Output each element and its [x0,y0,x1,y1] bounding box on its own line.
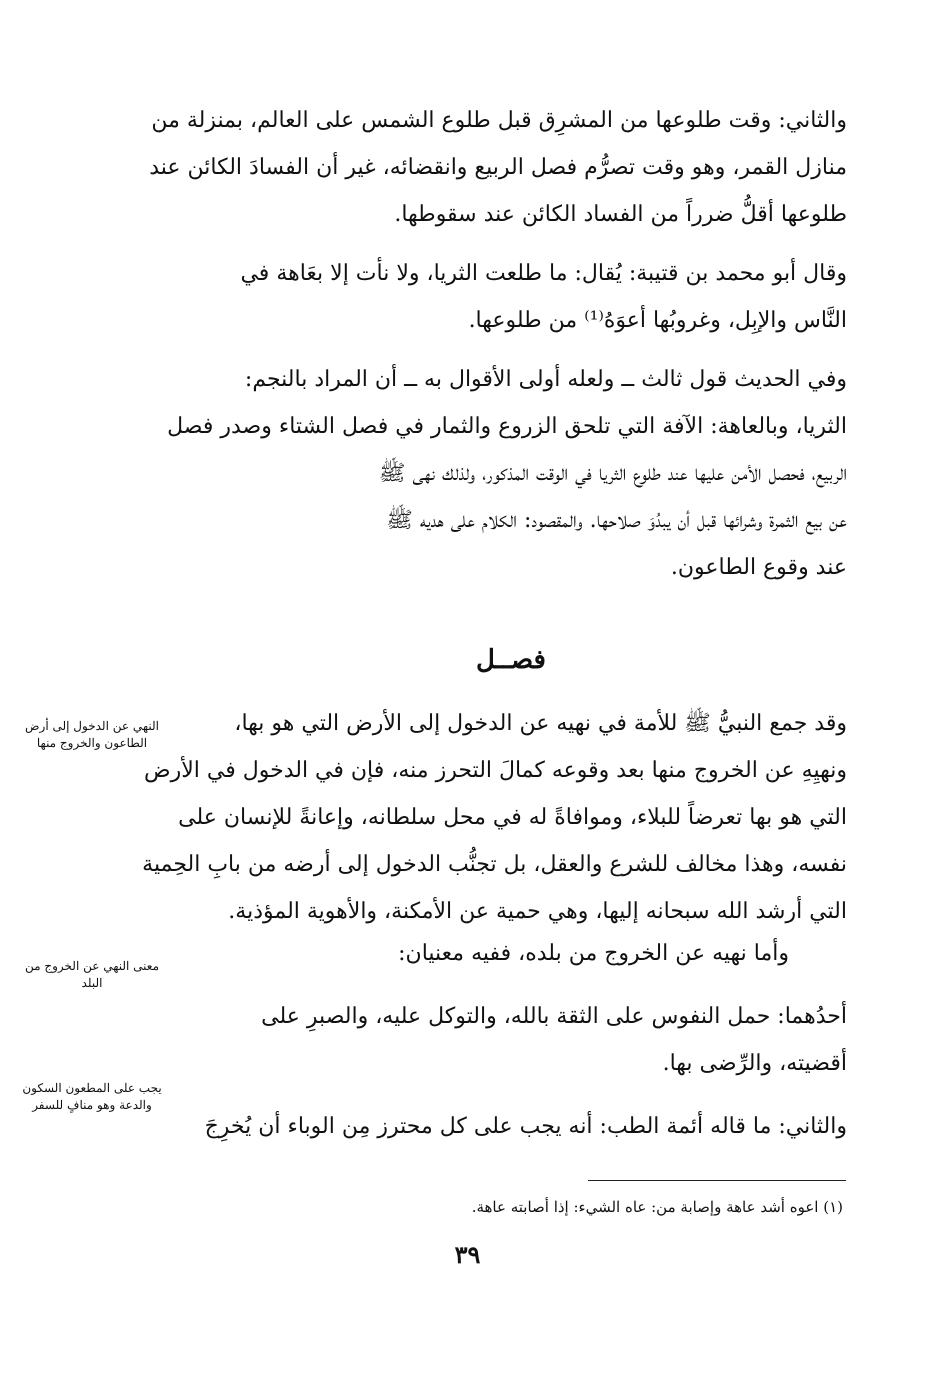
text-line: النَّاس والإبِل، وغروبُها أعوَهُ⁽¹⁾ من طلوعها. [468,308,847,333]
margin-note-stillness: يجب على المطعون السكون والدعة وهو منافٍ للسفر [22,1081,162,1112]
text-line: نفسه، وهذا مخالف للشرع والعقل، بل تجنُّب الدخول إلى أرضه من بابِ الحِمية [142,852,847,877]
text-line: والثاني: ما قاله أئمة الطب: أنه يجب على كل محترز مِن الوباء أن يُخرِجَ [204,1114,847,1139]
paragraph-second-meaning [149,97,847,238]
text-line: أحدُهما: حمل النفوس على الثقة بالله، والتوكل عليه، والصبرِ على [261,1004,847,1029]
margin-note-prohibition: النهي عن الدخول إلى أرض الطاعون والخروج منها [25,719,159,750]
text-line: ونهيِهِ عن الخروج منها بعد وقوعه كمالَ التحرز منه، فإن في الدخول في الأرض [144,758,847,783]
footnote-separator [588,1180,846,1181]
margin-note-meaning: معنى النهي عن الخروج من البلد [25,959,159,990]
paragraph-ibn-qutayba [175,250,847,344]
text-line: عن بيع الثمرة وشرائها قبل أن يبدُوَ صلاحها. والمقصود: الكلام على هديه ﷺ [386,508,847,533]
footnote: (١) اعوه أشد عاهة وإصابة من: عاه الشيء: إذا أصابته عاهة. [471,1198,843,1216]
text-line: عند وقوع الطاعون. [670,555,847,580]
paragraph-two-meanings [175,930,847,977]
text-line: أقضيته، والرِّضى بها. [662,1051,847,1076]
text-line: منازل القمر، وهو وقت تصرُّم فصل الربيع وانقضائه، غير أن الفسادَ الكائن عند [149,155,847,180]
text-line: وقال أبو محمد بن قتيبة: يُقال: ما طلعت الثريا، ولا نأت إلا بعَاهة في [240,261,847,286]
text-line: الثريا، وبالعاهة: الآفة التي تلحق الزروع والثمار في فصل الشتاء وصدر فصل [167,414,847,439]
text-line: وفي الحديث قول ثالث ــ ولعله أولى الأقوال به ــ أن المراد بالنجم: [244,367,847,392]
page-number: ٣٩ [454,1240,481,1269]
text-line: وقد جمع النبيُّ ﷺ للأمة في نهيه عن الدخول إلى الأرض التي هو بها، [234,711,847,736]
text-line: والثاني: وقت طلوعها من المشرِق قبل طلوع الشمس على العالم، بمنزلة من [151,108,847,133]
text-line: الربيع، فحصل الأمن عليها عند طلوع الثريا في الوقت المذكور، ولذلك نهى ﷺ [378,461,847,486]
section-heading: فصــل [476,645,546,675]
text-line: التي هو بها تعرضاً للبلاء، وموافاةً له في محل سلطانه، وإعانةً للإنسان على [178,805,847,830]
paragraph-second-physicians [175,1103,847,1150]
text-line: وأما نهيه عن الخروج من بلده، ففيه معنيان: [398,941,789,966]
text-line: التي أرشد الله سبحانه إليها، وهي حمية عن الأمكنة، والأهوية المؤذية. [228,899,847,924]
paragraph-third-opinion [167,356,847,591]
text-line: طلوعها أقلُّ ضرراً من الفساد الكائن عند سقوطها. [394,202,847,227]
paragraph-prophet-prohibition [142,700,847,935]
paragraph-first-meaning [175,993,847,1087]
